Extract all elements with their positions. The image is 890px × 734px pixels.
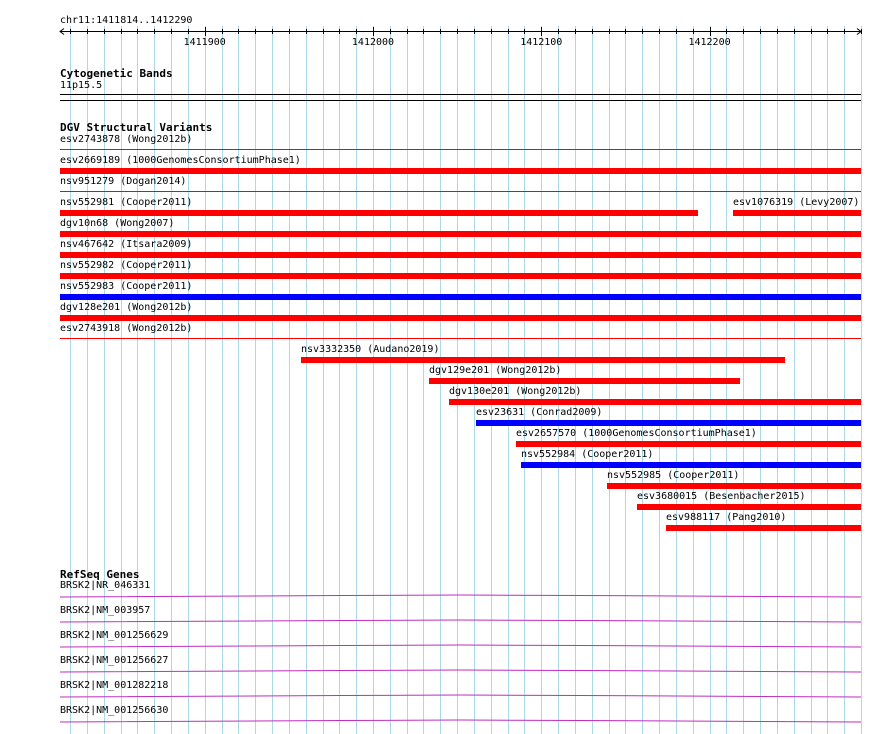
gene-label: BRSK2|NM_001282218 xyxy=(60,680,169,691)
variant-label: dgv129e201 (Wong2012b) xyxy=(429,365,562,376)
structural-variant[interactable] xyxy=(429,365,740,386)
refseq-gene[interactable] xyxy=(60,680,861,705)
variant-label: nsv552985 (Cooper2011) xyxy=(607,470,740,481)
variant-bar[interactable] xyxy=(60,210,698,216)
variant-bar[interactable] xyxy=(60,168,861,174)
gene-intron-line xyxy=(60,692,861,702)
cytoband-bar-bottom xyxy=(60,100,861,101)
ruler-tick-label: 1412100 xyxy=(520,37,563,48)
variant-bar[interactable] xyxy=(449,399,861,405)
variant-bar[interactable] xyxy=(521,462,861,468)
structural-variant[interactable] xyxy=(60,155,861,176)
variant-line[interactable] xyxy=(60,191,861,192)
variant-bar[interactable] xyxy=(60,294,861,300)
variant-label: nsv552984 (Cooper2011) xyxy=(521,449,654,460)
cytoband-track-title: Cytogenetic Bands xyxy=(60,67,173,80)
variant-label: nsv552981 (Cooper2011) xyxy=(60,197,193,208)
gene-intron-line xyxy=(60,642,861,652)
variant-bar[interactable] xyxy=(60,231,861,237)
variant-label: esv2743918 (Wong2012b) xyxy=(60,323,193,334)
variant-label: dgv128e201 (Wong2012b) xyxy=(60,302,193,313)
gene-intron-line xyxy=(60,592,861,602)
structural-variant[interactable] xyxy=(607,470,861,491)
gene-label: BRSK2|NR_046331 xyxy=(60,580,151,591)
variant-bar[interactable] xyxy=(516,441,861,447)
variant-label: nsv552982 (Cooper2011) xyxy=(60,260,193,271)
variant-line[interactable] xyxy=(60,338,861,339)
variant-label: esv2743878 (Wong2012b) xyxy=(60,134,193,145)
variant-label: dgv130e201 (Wong2012b) xyxy=(449,386,582,397)
refseq-gene[interactable] xyxy=(60,655,861,680)
structural-variant[interactable] xyxy=(301,344,785,365)
ruler-coordinate-label: chr11:1411814..1412290 xyxy=(60,15,193,26)
gene-label: BRSK2|NM_001256627 xyxy=(60,655,169,666)
structural-variant[interactable] xyxy=(60,239,861,260)
variant-bar[interactable] xyxy=(60,315,861,321)
variant-bar[interactable] xyxy=(429,378,740,384)
variant-bar[interactable] xyxy=(733,210,861,216)
ruler xyxy=(0,0,890,60)
variant-label: dgv10n68 (Wong2007) xyxy=(60,218,175,229)
variant-line[interactable] xyxy=(60,149,861,150)
structural-variant[interactable] xyxy=(60,281,861,302)
structural-variant[interactable] xyxy=(60,323,861,344)
variant-label: esv1076319 (Levy2007) xyxy=(733,197,860,208)
structural-variant[interactable] xyxy=(60,197,698,218)
gene-intron-line xyxy=(60,617,861,627)
refseq-gene[interactable] xyxy=(60,605,861,630)
variant-label: nsv3332350 (Audano2019) xyxy=(301,344,440,355)
ruler-tick-label: 1412000 xyxy=(351,37,395,48)
variant-label: esv3680015 (Besenbacher2015) xyxy=(637,491,806,502)
structural-variant[interactable] xyxy=(60,260,861,281)
gene-label: BRSK2|NM_001256630 xyxy=(60,705,169,716)
cytoband-bar-top xyxy=(60,94,861,95)
structural-variant[interactable] xyxy=(60,302,861,323)
refseq-gene[interactable] xyxy=(60,630,861,655)
structural-variant[interactable] xyxy=(733,197,861,218)
structural-variant[interactable] xyxy=(449,386,861,407)
refseq-gene[interactable] xyxy=(60,705,861,730)
ruler-tick-label: 1412200 xyxy=(688,37,731,48)
gene-intron-line xyxy=(60,667,861,677)
structural-variant[interactable] xyxy=(637,491,861,512)
structural-variant[interactable] xyxy=(60,176,861,197)
variant-label: nsv552983 (Cooper2011) xyxy=(60,281,193,292)
variant-bar[interactable] xyxy=(666,525,861,531)
dgv-track-title: DGV Structural Variants xyxy=(60,121,213,134)
variant-bar[interactable] xyxy=(607,483,861,489)
variant-label: esv23631 (Conrad2009) xyxy=(476,407,603,418)
refseq-track-title: RefSeq Genes xyxy=(60,568,140,581)
structural-variant[interactable] xyxy=(60,134,861,155)
variant-bar[interactable] xyxy=(476,420,861,426)
structural-variant[interactable] xyxy=(666,512,861,533)
variant-label: nsv951279 (Dogan2014) xyxy=(60,176,187,187)
variant-label: nsv467642 (Itsara2009) xyxy=(60,239,193,250)
variant-label: esv988117 (Pang2010) xyxy=(666,512,787,523)
variant-bar[interactable] xyxy=(60,252,861,258)
variant-bar[interactable] xyxy=(301,357,785,363)
variant-label: esv2657570 (1000GenomesConsortiumPhase1) xyxy=(516,428,757,439)
variant-label: esv2669189 (1000GenomesConsortiumPhase1) xyxy=(60,155,301,166)
gene-label: BRSK2|NM_001256629 xyxy=(60,630,169,641)
variant-bar[interactable] xyxy=(60,273,861,279)
refseq-gene[interactable] xyxy=(60,580,861,605)
gene-label: BRSK2|NM_003957 xyxy=(60,605,151,616)
structural-variant[interactable] xyxy=(516,428,861,449)
gene-intron-line xyxy=(60,717,861,727)
variant-bar[interactable] xyxy=(637,504,861,510)
ruler-tick-label: 1411900 xyxy=(183,37,226,48)
cytoband-label: 11p15.5 xyxy=(60,80,103,91)
structural-variant[interactable] xyxy=(476,407,861,428)
structural-variant[interactable] xyxy=(521,449,861,470)
structural-variant[interactable] xyxy=(60,218,861,239)
